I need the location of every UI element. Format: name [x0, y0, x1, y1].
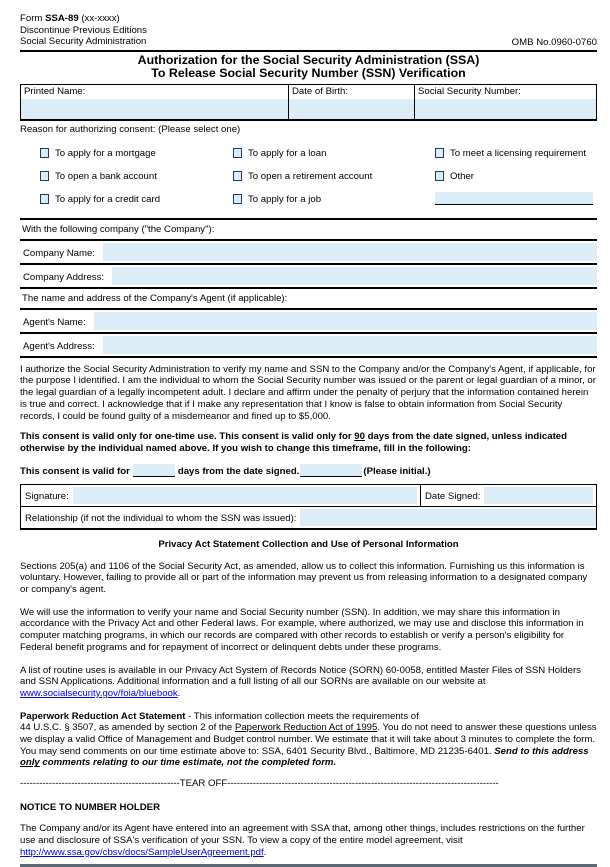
company-name-input[interactable]: [103, 243, 597, 261]
privacy-paragraph-2: We will use the information to verify your name and Social Security number (SSN). In addition, we may share this information in accordance with the Privacy Act and other Federal laws. For example, where authorized, we may use and disclose this information in computer matching programs, in which our records are compared with other records to establish or verify a person's eligibility for Federal benefit programs and for repayment of incorrect or delinquent debts under these programs.: [20, 606, 584, 653]
identity-table: [20, 84, 597, 121]
signature-cell: [21, 485, 420, 506]
agent-name-label: Agent's Name:: [23, 316, 86, 328]
option-credit-card: [40, 194, 233, 205]
privacy-paragraph-3: [20, 665, 597, 700]
form-title-line1: Authorization for the Social Security Administration (SSA): [137, 52, 480, 67]
consent-bold-text-1: This consent is valid only for one-time use. This consent is valid only for: [20, 431, 355, 443]
reason-heading: Reason for authorizing consent: (Please select one): [20, 123, 241, 135]
company-address-label: Company Address:: [23, 271, 105, 283]
tear-off-dashes-right: -------------------------------------------------------------------------------------: [227, 778, 499, 790]
notice-heading: NOTICE TO NUMBER HOLDER: [20, 802, 160, 814]
form-edition: (xx-xxxx): [78, 13, 120, 24]
sorn-text: A list of routine uses is available in our Privacy Act System of Records Notice (SORN) 60-0058, entitled Master Files of SSN Holders and SSN Applications. Additional information and a full listing of all our SORNs are available on our website at: [20, 664, 581, 688]
agent-name-row: [20, 310, 597, 334]
date-signed-cell: [420, 485, 596, 506]
form-header: [20, 13, 597, 48]
ssn-cell: [414, 85, 596, 119]
form-number: SSA-89: [45, 13, 79, 24]
foia-bluebook-link[interactable]: www.socialsecurity.gov/foia/bluebook: [20, 687, 178, 699]
checkbox-bank-account[interactable]: [40, 171, 49, 181]
other-reason-input[interactable]: [435, 192, 593, 205]
signature-row: [21, 485, 596, 507]
signature-label: Signature:: [25, 490, 69, 502]
sorn-period: .: [177, 687, 181, 699]
option-retirement-account: [233, 171, 435, 182]
option-mortgage: [40, 148, 233, 159]
paperwork-text-2: 44 U.S.C. § 3507, as amended by section 2 of the: [20, 722, 235, 734]
form-title-line2: To Release Social Security Number (SSN) Verification: [151, 66, 466, 81]
agent-address-input[interactable]: [103, 336, 597, 354]
checkbox-other[interactable]: [435, 171, 444, 181]
option-mortgage-label: To apply for a mortgage: [55, 147, 156, 159]
option-bank-account-label: To open a bank account: [55, 170, 157, 182]
dob-label: Date of Birth:: [292, 85, 348, 97]
consent-initial-input[interactable]: [300, 464, 362, 477]
paperwork-emphasis-only: only: [20, 757, 40, 769]
sample-agreement-link[interactable]: http://www.ssa.gov/cbsv/docs/SampleUserAgreement.pdf: [20, 846, 264, 858]
paperwork-act-reference: Paperwork Reduction Act of 1995: [234, 722, 378, 734]
date-signed-input[interactable]: [484, 487, 593, 504]
option-licensing: [435, 148, 597, 159]
discontinue-line: Discontinue Previous Editions: [20, 24, 147, 36]
notice-text: The Company and/or its Agent have entered into an agreement with SSA that, among other things, includes restrictions on the further use and disclosure of SSA's verification of your SSN. To view a copy of the entire model agreement, visit: [20, 823, 585, 846]
company-address-input[interactable]: [112, 267, 597, 285]
option-retirement-account-label: To open a retirement account: [248, 170, 373, 182]
checkbox-mortgage[interactable]: [40, 148, 49, 158]
consent-fill-line: [20, 464, 597, 477]
checkbox-licensing[interactable]: [435, 148, 444, 158]
omb-number: OMB No.0960-0760: [511, 36, 597, 48]
form-id-block: [20, 13, 147, 48]
paperwork-emphasis-1: Send to this address: [494, 745, 589, 757]
company-address-row: [20, 265, 597, 289]
authorization-paragraph: I authorize the Social Security Administration to verify my name and SSN to the Company and/or the Company's Agent, if applicable, for the purpose I identified. I am the individual to whom the Social Security number was issued or the parent or legal guardian of a minor, or the legal guardian of a legally incompetent adult. I declare and affirm under the penalty of perjury that the information contained herein is true and correct. I acknowledge that if I make any representation that I know is false to obtain information from Social Security records, I could be found guilty of a misdemeanor and fined up to $5,000.: [20, 363, 596, 422]
dob-input[interactable]: [289, 99, 414, 119]
option-other: [435, 171, 597, 182]
privacy-paragraph-1: Sections 205(a) and 1106 of the Social Security Act, as amended, allow us to collect this information. Furnishing us this information is voluntary. However, failing to provide all or part of the information may prevent us from releasing information to a designated company or company's agent.: [20, 560, 588, 596]
ssn-label: Social Security Number:: [418, 85, 521, 97]
agent-address-row: [20, 334, 597, 358]
checkbox-job[interactable]: [233, 194, 242, 204]
reason-options: [40, 148, 597, 205]
tear-off-label: TEAR OFF: [179, 778, 228, 790]
option-loan-label: To apply for a loan: [248, 147, 327, 159]
tear-off-line: [20, 778, 597, 789]
agent-name-input[interactable]: [94, 312, 597, 330]
paperwork-paragraph: [20, 711, 597, 770]
checkbox-credit-card[interactable]: [40, 194, 49, 204]
paperwork-text-1: - This information collection meets the requirements of: [185, 710, 419, 722]
paperwork-text-3: . You do not need to answer these questions unless we display a valid Office of Management and Budget control number. We estimate that it will take about 3 minutes to complete the form. You may send comments on our time estimate above to: SSA, 6401 Security Blvd., Baltimore, MD 21235-6401.: [20, 722, 597, 757]
agent-section-heading: The name and address of the Company's Agent (if applicable):: [20, 289, 597, 310]
agent-address-label: Agent's Address:: [23, 340, 95, 352]
option-loan: [233, 148, 435, 159]
consent-days-input[interactable]: [133, 464, 175, 477]
consent-bold-text-2: days from the date signed, unless indicated otherwise by the individual named above. If you wish to change this timeframe, fill in the following:: [20, 431, 567, 454]
consent-validity-paragraph: [20, 431, 597, 454]
company-section-heading: With the following company ("the Company"):: [20, 220, 597, 241]
option-bank-account: [40, 171, 233, 182]
checkbox-loan[interactable]: [233, 148, 242, 158]
notice-paragraph: [20, 823, 597, 858]
checkbox-retirement-account[interactable]: [233, 171, 242, 181]
consent-fill-text-1: This consent is valid for: [20, 465, 130, 477]
option-licensing-label: To meet a licensing requirement: [450, 147, 586, 159]
form-word: Form: [20, 13, 46, 24]
relationship-label: Relationship (if not the individual to whom the SSN was issued):: [25, 512, 297, 524]
printed-name-input[interactable]: [21, 99, 288, 119]
paperwork-emphasis-2: comments relating to our time estimate, not the completed form.: [39, 757, 337, 769]
option-other-label: Other: [450, 170, 474, 182]
ssn-input[interactable]: [415, 99, 596, 119]
privacy-heading: Privacy Act Statement Collection and Use of Personal Information: [158, 538, 459, 550]
relationship-input[interactable]: [300, 509, 596, 526]
consent-fill-text-2: days from the date signed.: [177, 465, 300, 477]
agency-line: Social Security Administration: [20, 36, 147, 47]
form-title: [20, 52, 597, 84]
option-job: [233, 194, 435, 205]
relationship-row: [21, 507, 596, 528]
notice-period: .: [263, 846, 267, 858]
company-name-row: [20, 241, 597, 265]
dob-cell: [288, 85, 414, 119]
printed-name-label: Printed Name:: [24, 85, 86, 97]
company-name-label: Company Name:: [23, 247, 95, 259]
option-credit-card-label: To apply for a credit card: [55, 193, 161, 205]
consent-fill-text-3: (Please initial.): [363, 465, 431, 477]
form-number-line: [20, 13, 147, 25]
tear-off-dashes-left: --------------------------------------------------: [20, 778, 180, 790]
signature-table: [20, 484, 597, 530]
paperwork-heading: Paperwork Reduction Act Statement: [20, 710, 186, 722]
signature-input[interactable]: [73, 487, 417, 504]
consent-default-days: 90: [354, 431, 365, 443]
date-signed-label: Date Signed:: [425, 490, 481, 502]
printed-name-cell: [21, 85, 288, 119]
option-job-label: To apply for a job: [248, 193, 322, 205]
